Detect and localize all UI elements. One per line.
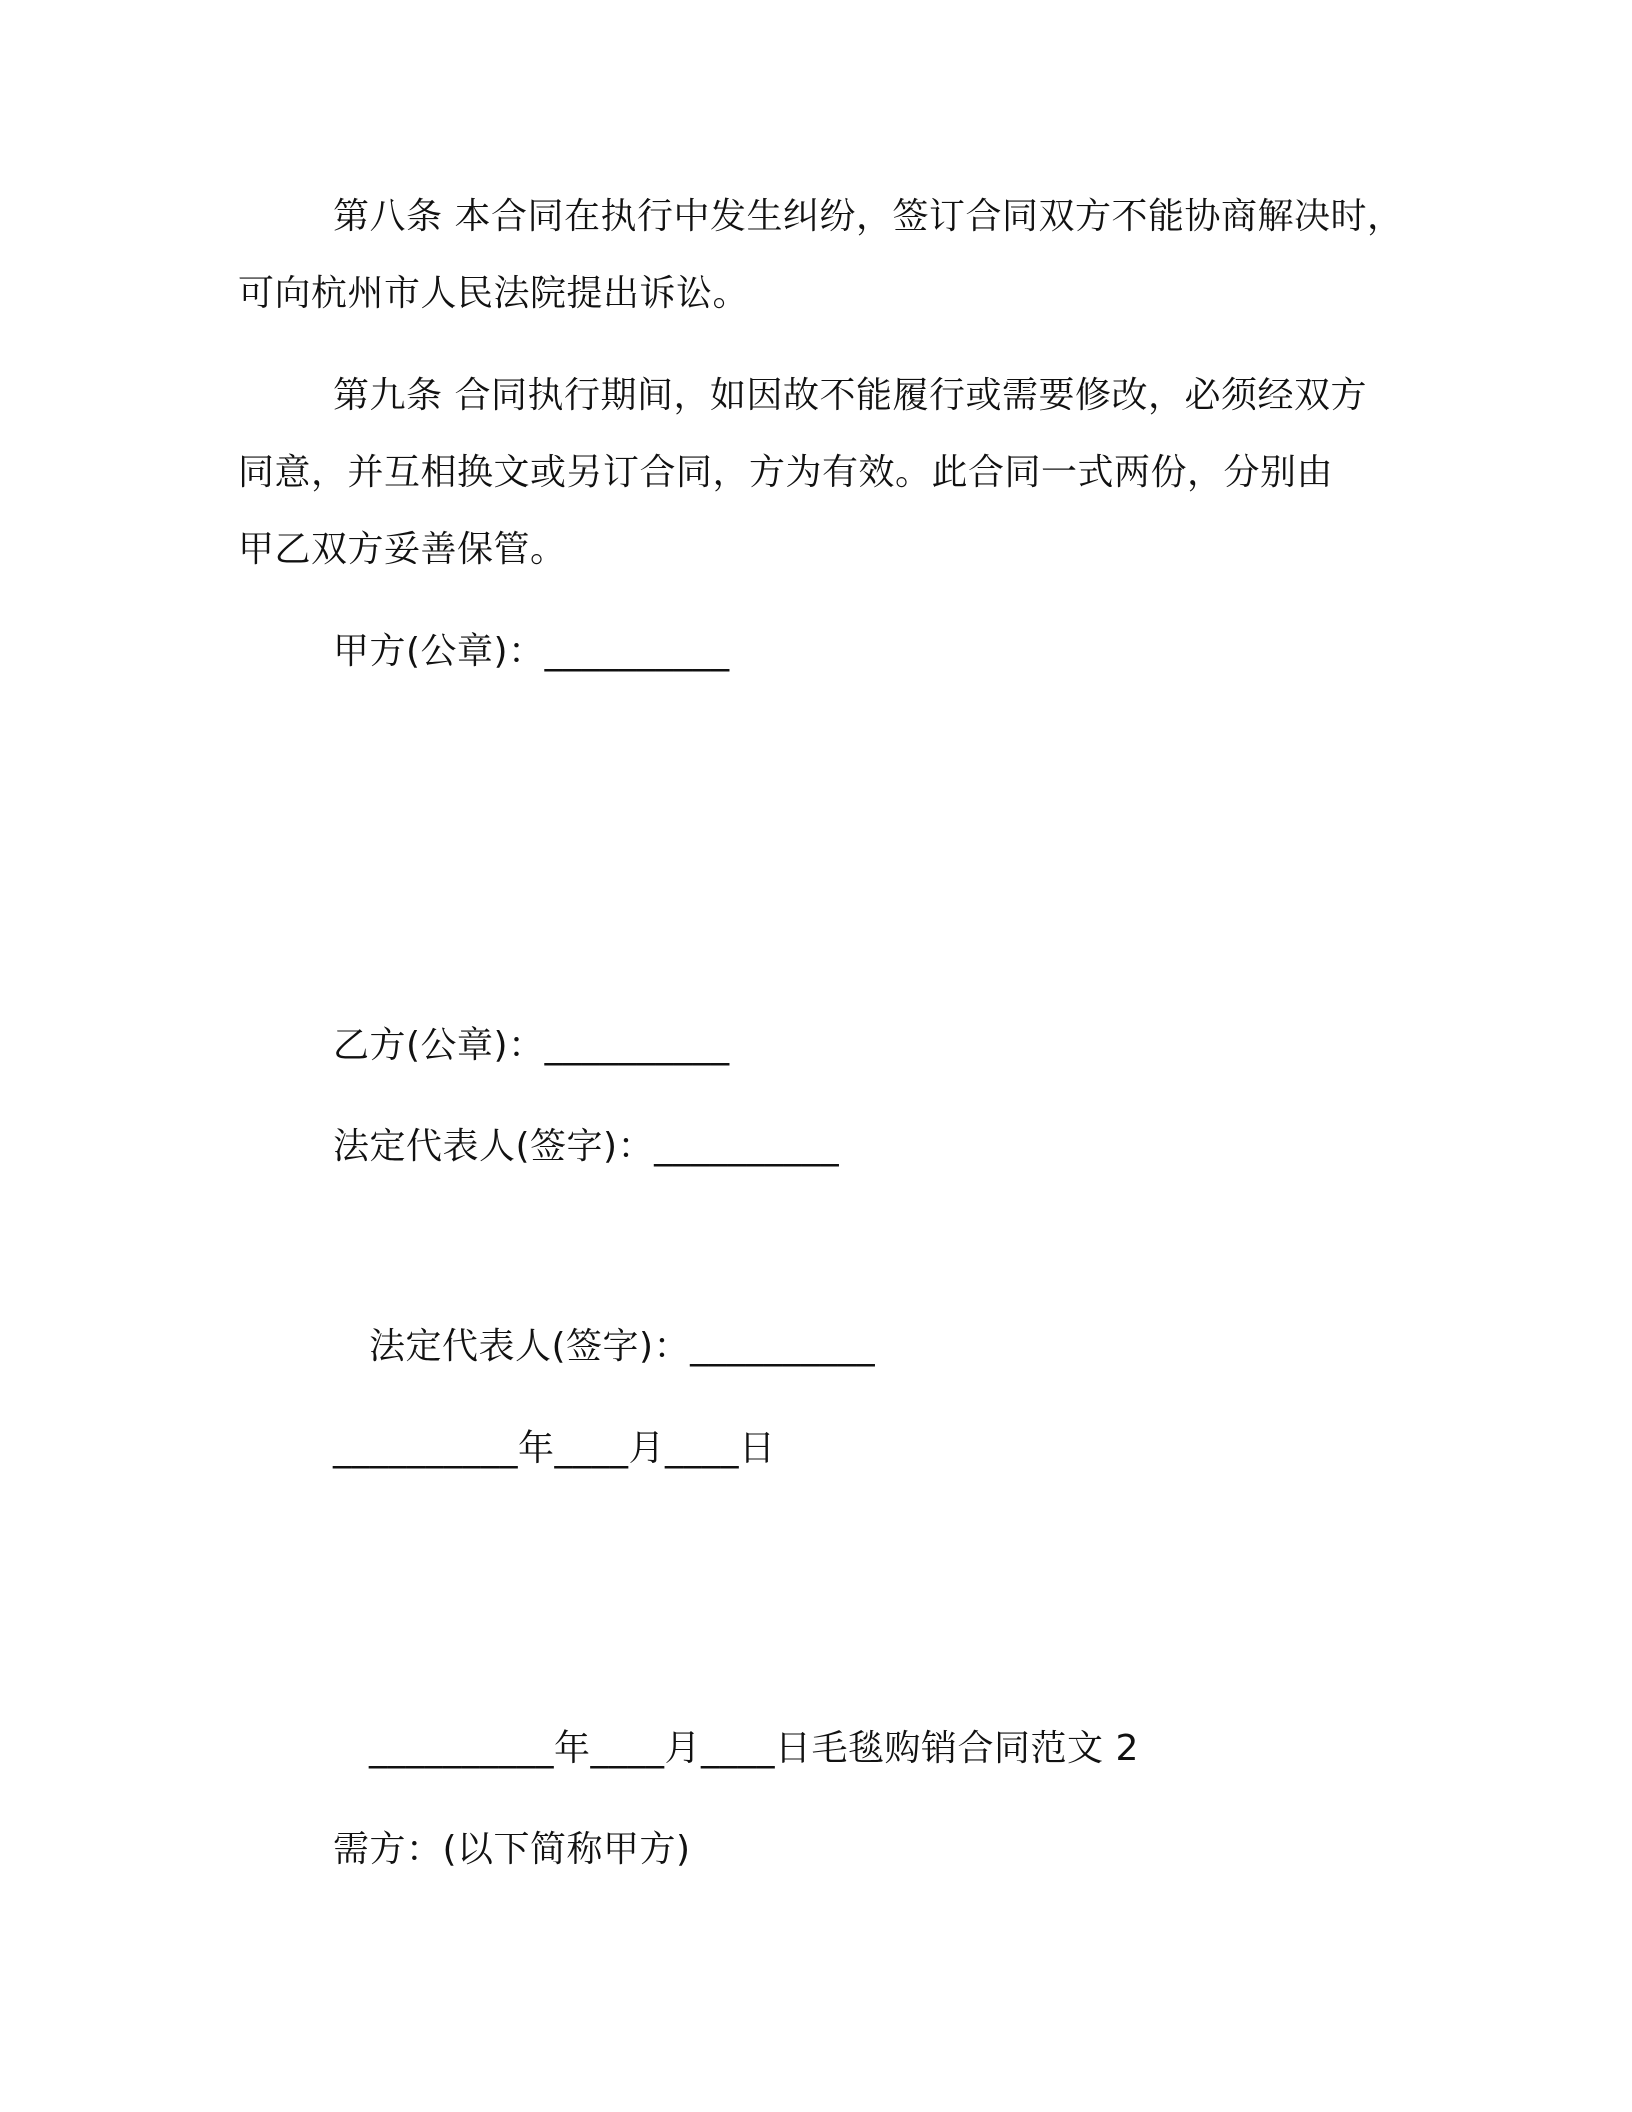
article-8-line-1: 第八条 本合同在执行中发生纠纷，签订合同双方不能协商解决时，	[333, 196, 1404, 237]
legal-representative-line-2: 法定代表人(签字)：__________	[369, 1326, 876, 1367]
article-9-line-3: 甲乙双方妥善保管。	[238, 529, 567, 570]
article-9-line-1: 第九条 合同执行期间，如因故不能履行或需要修改，必须经双方	[333, 375, 1367, 416]
party-a-seal-line: 甲方(公章)：__________	[333, 631, 730, 672]
legal-representative-line-1: 法定代表人(签字)：__________	[333, 1126, 840, 1167]
party-b-seal-line: 乙方(公章)：__________	[333, 1025, 730, 1066]
buyer-line: 需方：(以下简称甲方)	[333, 1829, 691, 1870]
date-and-title-line: __________年____月____日毛毯购销合同范文 2	[369, 1728, 1139, 1769]
date-line: __________年____月____日	[333, 1428, 776, 1469]
article-9-line-2: 同意，并互相换文或另订合同，方为有效。此合同一式两份，分别由	[238, 452, 1334, 493]
article-8-line-2: 可向杭州市人民法院提出诉讼。	[238, 273, 750, 314]
